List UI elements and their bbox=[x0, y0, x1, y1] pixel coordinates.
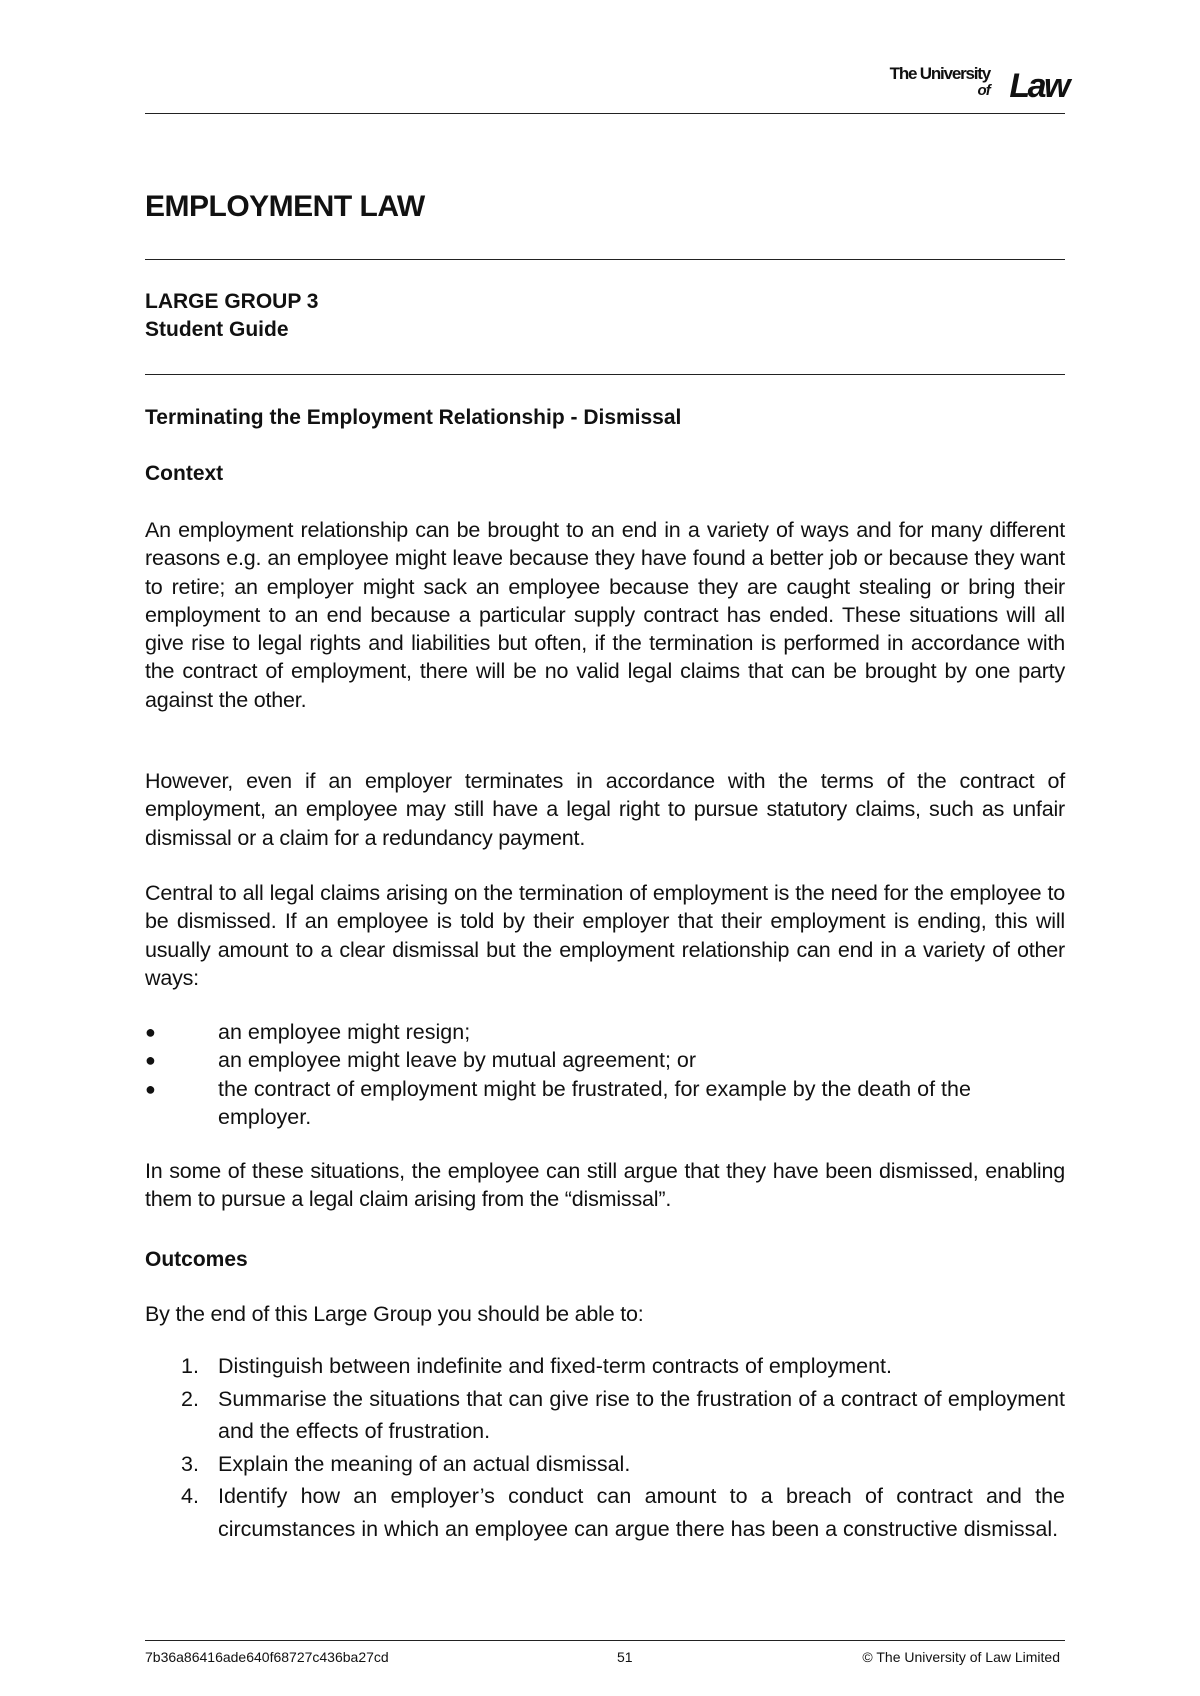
document-title: EMPLOYMENT LAW bbox=[145, 190, 425, 223]
logo-word: Law bbox=[1009, 67, 1068, 105]
outcome-text: Distinguish between indefinite and fixed-term contracts of employment. bbox=[218, 1354, 893, 1378]
outcome-number: 1. bbox=[181, 1354, 199, 1378]
context-heading: Context bbox=[145, 462, 224, 485]
header-divider bbox=[145, 113, 1065, 114]
outcome-number: 2. bbox=[181, 1386, 199, 1411]
outcomes-heading: Outcomes bbox=[145, 1248, 248, 1271]
context-paragraph-3: Central to all legal claims arising on the termination of employment is the need for the employee to be dismissed. If an employee is told by their employer that their employment is ending, this will usually amount to a clear dismissal but the employment relationship can end in a variety of other ways: bbox=[145, 881, 1065, 990]
topic-heading: Terminating the Employment Relationship - Dismissal bbox=[145, 406, 682, 429]
bullet-icon: ● bbox=[145, 1022, 156, 1042]
list-item: ● the contract of employment might be frustrated, for example by the death of the employer. bbox=[145, 1076, 971, 1129]
footer-divider bbox=[145, 1640, 1065, 1641]
outcome-number: 3. bbox=[181, 1451, 199, 1476]
footer-document-id: 7b36a86416ade640f68727c436ba27cd bbox=[145, 1649, 389, 1665]
termination-bullet-list bbox=[145, 1018, 1065, 1131]
title-divider bbox=[145, 259, 1065, 260]
list-item bbox=[145, 1480, 1065, 1545]
list-item bbox=[145, 1448, 1065, 1481]
logo-line1: The University bbox=[889, 64, 990, 83]
outcome-text: Summarise the situations that can give rise to the frustration of a contract of employment and the effects of frustration. bbox=[218, 1386, 1065, 1443]
context-closing-paragraph: In some of these situations, the employee can still argue that they have been dismissed, enabling them to pursue a legal claim arising from the “dismissal”. bbox=[145, 1159, 1065, 1212]
list-item bbox=[145, 1383, 1065, 1448]
outcome-text: Explain the meaning of an actual dismissal. bbox=[218, 1451, 631, 1476]
bullet-icon: ● bbox=[145, 1078, 156, 1099]
outcomes-intro: By the end of this Large Group you should be able to: bbox=[145, 1302, 644, 1326]
university-logo bbox=[862, 64, 1068, 110]
subtitle-divider bbox=[145, 374, 1065, 375]
context-paragraph-1: An employment relationship can be brought to an end in a variety of ways and for many different reasons e.g. an employee might leave because they have found a better job or because they want to retire; an employer might sack an employee because they are caught stealing or bring their employment to an end because a particular supply contract has ended. These situations will all give rise to legal rights and liabilities but often, if the termination is performed in accordance with the contract of employment, there will be no valid legal claims that can be brought by one party against the other. bbox=[145, 518, 1065, 712]
bullet-icon: ● bbox=[145, 1050, 156, 1071]
logo-line2: of bbox=[977, 82, 990, 99]
list-item: ● an employee might resign; bbox=[145, 1018, 1065, 1046]
list-item bbox=[145, 1350, 1065, 1383]
list-item: ● an employee might leave by mutual agreement; or bbox=[145, 1046, 1065, 1074]
footer-page-number: 51 bbox=[617, 1649, 633, 1665]
outcome-text: Identify how an employer’s conduct can amount to a breach of contract and the circumstances in which an employee can argue there has been a constructive dismissal. bbox=[218, 1484, 1065, 1541]
context-paragraph-2: However, even if an employer terminates in accordance with the terms of the contract of employment, an employee may still have a legal right to pursue statutory claims, such as unfair dismissal or a claim for a redundancy payment. bbox=[145, 769, 1065, 850]
outcomes-list bbox=[145, 1350, 1065, 1545]
guide-label: Student Guide bbox=[145, 318, 289, 341]
group-label: LARGE GROUP 3 bbox=[145, 290, 319, 313]
outcome-number: 4. bbox=[181, 1484, 199, 1508]
footer-copyright: © The University of Law Limited bbox=[862, 1649, 1060, 1665]
